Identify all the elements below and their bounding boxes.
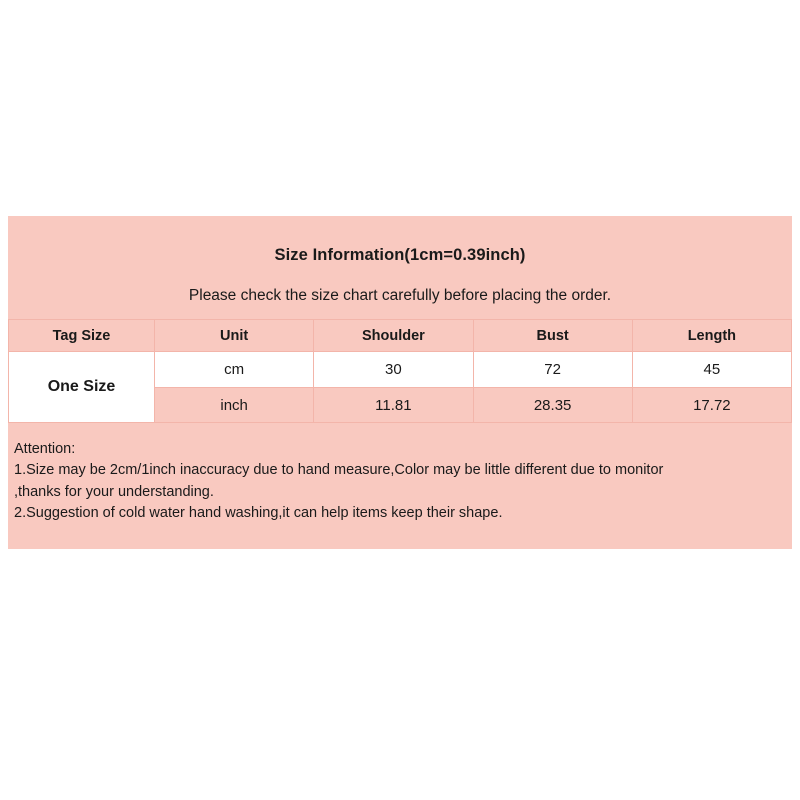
cell-shoulder-cm: 30 [314, 352, 473, 388]
column-header-unit: Unit [155, 320, 314, 352]
column-header-bust: Bust [473, 320, 632, 352]
table-header-row [9, 320, 792, 352]
column-header-length: Length [632, 320, 791, 352]
cell-length-inch: 17.72 [632, 388, 791, 423]
cell-bust-inch: 28.35 [473, 388, 632, 423]
attention-line-3: 2.Suggestion of cold water hand washing,it can help items keep their shape. [14, 505, 503, 522]
cell-unit-inch: inch [155, 388, 314, 423]
size-table [8, 319, 792, 423]
column-header-shoulder: Shoulder [314, 320, 473, 352]
attention-line-1: 1.Size may be 2cm/1inch inaccuracy due to hand measure,Color may be little different due to monitor [14, 462, 664, 479]
cell-unit-cm: cm [155, 352, 314, 388]
table-row [9, 352, 792, 388]
attention-line-2: ,thanks for your understanding. [14, 483, 214, 500]
cell-shoulder-inch: 11.81 [314, 388, 473, 423]
size-table-body [9, 352, 792, 423]
column-header-tag-size: Tag Size [9, 320, 155, 352]
cell-bust-cm: 72 [473, 352, 632, 388]
size-table-head [9, 320, 792, 352]
page-title: Size Information(1cm=0.39inch) [274, 246, 526, 264]
size-chart-card [8, 216, 792, 549]
chart-header [8, 216, 792, 319]
row-label-one-size: One Size [9, 352, 155, 423]
attention-note [8, 423, 792, 549]
chart-subtitle: Please check the size chart carefully before placing the order. [188, 287, 612, 304]
cell-length-cm: 45 [632, 352, 791, 388]
attention-heading: Attention: [14, 441, 76, 457]
